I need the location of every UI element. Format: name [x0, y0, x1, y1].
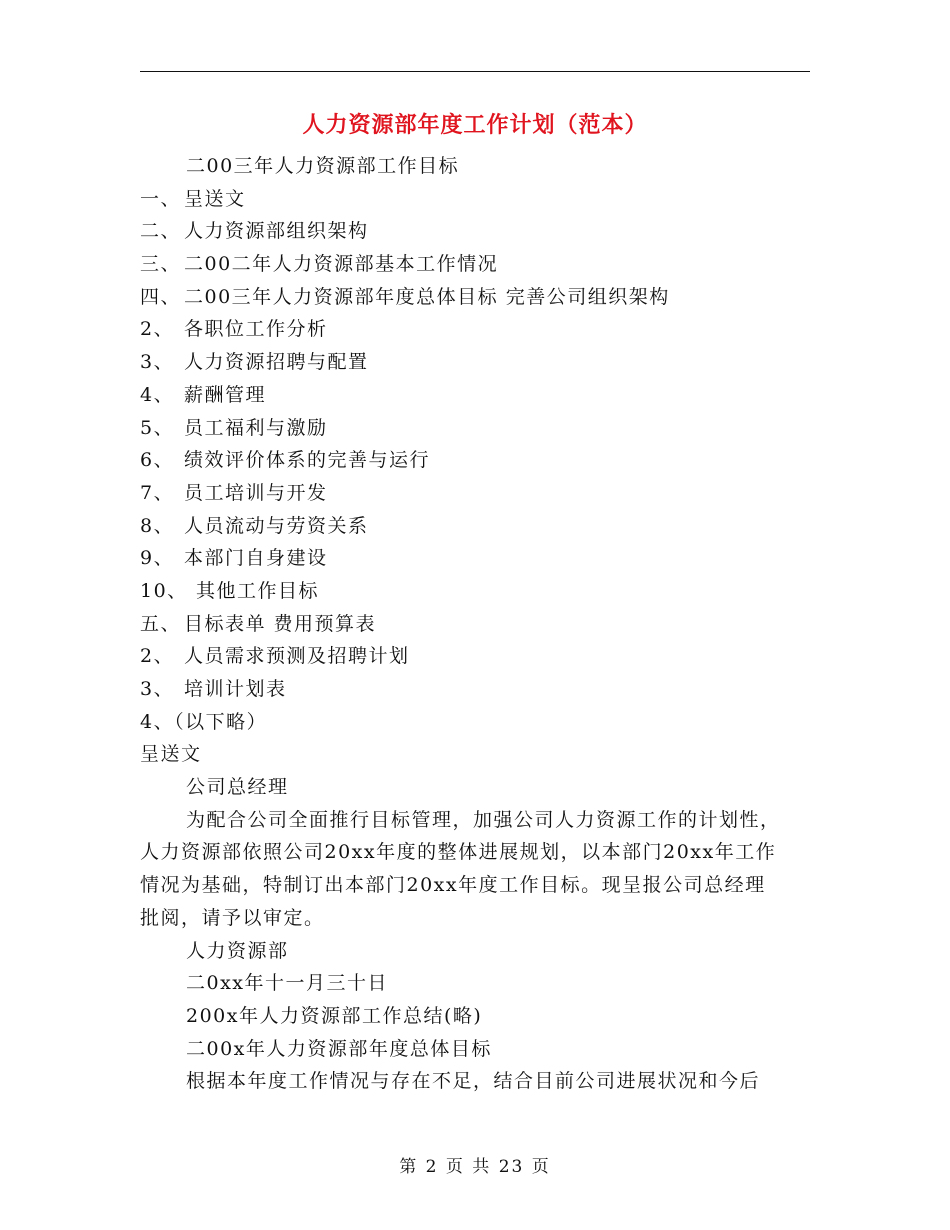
line-text: 员工培训与开发: [184, 481, 328, 504]
line-text: 人员需求预测及招聘计划: [184, 645, 410, 668]
line-text: 薪酬管理: [184, 383, 267, 406]
text-line: [140, 608, 810, 641]
line-text: 员工福利与激励: [184, 416, 328, 439]
text-line: [140, 412, 810, 445]
line-text: 人力资源部组织架构: [184, 220, 369, 243]
list-number: 6、: [140, 449, 175, 472]
line-text: 其他工作目标: [196, 579, 320, 602]
line-text: 二00二年人力资源部基本工作情况: [184, 253, 499, 276]
text-line: [140, 477, 810, 510]
list-number: 10、: [140, 579, 188, 602]
document-body: [140, 150, 810, 1098]
text-line: [140, 346, 810, 379]
list-number: 8、: [140, 514, 175, 537]
list-number: 2、: [140, 645, 175, 668]
line-text: 各职位工作分析: [184, 318, 328, 341]
text-line: [140, 836, 810, 869]
page-footer: 第 2 页 共 23 页: [399, 1157, 551, 1177]
text-line: [140, 150, 810, 183]
line-text: 培训计划表: [184, 678, 287, 700]
list-number: 4、: [140, 383, 175, 406]
line-text: 批阅，请予以审定。: [140, 906, 325, 929]
text-line: [140, 738, 810, 771]
text-line: [140, 444, 810, 477]
line-text: 根据本年度工作情况与存在不足，结合目前公司进展状况和今后: [186, 1070, 761, 1093]
line-text: 呈送文: [140, 743, 202, 766]
line-text: 为配合公司全面推行目标管理，加强公司人力资源工作的计划性，: [186, 808, 781, 831]
document-title: 人力资源部年度工作计划（范本）: [302, 112, 648, 138]
list-number: 9、: [140, 547, 175, 570]
line-text: 人力资源招聘与配置: [184, 351, 369, 374]
text-line: [140, 1033, 810, 1066]
line-text: 绩效评价体系的完善与运行: [184, 449, 431, 472]
text-line: [140, 935, 810, 968]
text-line: [140, 771, 810, 804]
list-number: 5、: [140, 416, 175, 439]
line-text: 人员流动与劳资关系: [184, 514, 369, 537]
line-text: 本部门自身建设: [184, 547, 328, 570]
list-number: 二、: [140, 220, 182, 243]
line-text: 200x年人力资源部工作总结(略): [186, 1004, 483, 1027]
line-text: 4、（以下略）: [140, 710, 268, 733]
list-number: 五、: [140, 612, 182, 635]
text-line: [140, 281, 810, 314]
text-line: [140, 510, 810, 543]
line-text: 目标表单 费用预算表: [184, 612, 377, 635]
list-number: 三、: [140, 253, 182, 276]
text-line: [140, 183, 810, 216]
line-text: 情况为基础，特制订出本部门20xx年度工作目标。现呈报公司总经理: [140, 874, 766, 897]
line-text: 二00三年人力资源部年度总体目标 完善公司组织架构: [184, 285, 670, 308]
text-line: [140, 215, 810, 248]
list-number: 3、: [140, 351, 175, 374]
text-line: [140, 902, 810, 935]
line-text: 二00三年人力资源部工作目标: [186, 155, 460, 177]
text-line: [140, 1065, 810, 1098]
text-line: [140, 248, 810, 281]
text-line: [140, 804, 810, 837]
text-line: [140, 640, 810, 673]
line-text: 呈送文: [184, 187, 246, 210]
line-text: 人力资源部依照公司20xx年度的整体进展规划，以本部门20xx年工作: [140, 841, 777, 864]
text-line: [140, 967, 810, 1000]
header-rule: [140, 71, 810, 72]
text-line: [140, 379, 810, 412]
line-text: 二00x年人力资源部年度总体目标: [186, 1037, 492, 1060]
list-number: 一、: [140, 187, 182, 210]
line-text: 二0xx年十一月三十日: [186, 972, 389, 995]
list-number: 3、: [140, 678, 175, 700]
text-line: [140, 706, 810, 739]
text-line: [140, 575, 810, 608]
line-text: 公司总经理: [186, 776, 289, 799]
line-text: 人力资源部: [186, 939, 289, 962]
text-line: [140, 1000, 810, 1033]
list-number: 四、: [140, 285, 182, 308]
text-line: [140, 869, 810, 902]
text-line: [140, 313, 810, 346]
list-number: 2、: [140, 318, 175, 341]
text-line: [140, 542, 810, 575]
list-number: 7、: [140, 481, 175, 504]
text-line: [140, 673, 810, 706]
